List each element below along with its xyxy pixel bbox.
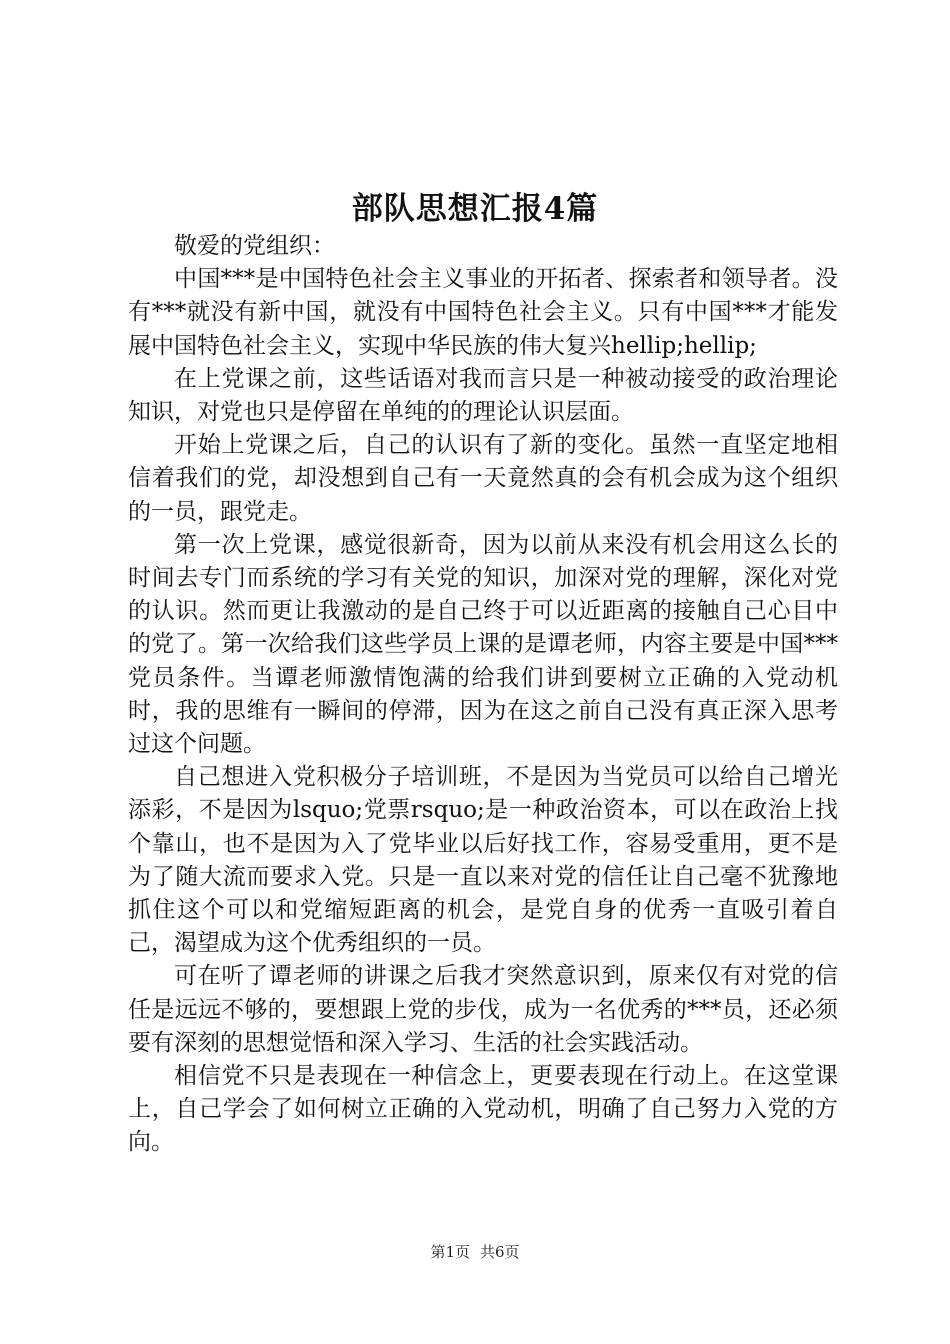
body-paragraph: 可在听了谭老师的讲课之后我才突然意识到，原来仅有对党的信任是远远不够的，要想跟上党的步伐，成为一名优秀的***员，还必须要有深刻的思想觉悟和深入学习、生活的社会实践活动。 [128,963,838,1056]
document-title: 部队思想汇报4篇 [351,191,599,227]
page-number: 第1页 [430,1243,470,1261]
body-paragraph: 中国***是中国特色社会主义事业的开拓者、探索者和领导者。没有***就没有新中国，就没有中国特色社会主义。只有中国***才能发展中国特色社会主义，实现中华民族的伟大复兴hellip;hellip; [128,266,838,359]
salutation: 敬爱的党组织： [174,233,335,259]
body-paragraph: 相信党不只是表现在一种信念上，更要表现在行动上。在这堂课上，自己学会了如何树立正确的入党动机，明确了自己努力入党的方向。 [128,1063,838,1156]
page-footer [0,1240,950,1264]
body-paragraph: 第一次上党课，感觉很新奇，因为以前从来没有机会用这么长的时间去专门而系统的学习有关党的知识，加深对党的理解，深化对党的认识。然而更让我激动的是自己终于可以近距离的接触自己心目中的党了。第一次给我们这些学员上课的是谭老师，内容主要是中国***党员条件。当谭老师激情饱满的给我们讲到要树立正确的入党动机时，我的思维有一瞬间的停滞，因为在这之前自己没有真正深入思考过这个问题。 [128,531,838,758]
body-paragraph: 在上党课之前，这些话语对我而言只是一种被动接受的政治理论知识，对党也只是停留在单纯的的理论认识层面。 [128,365,838,426]
body-paragraph: 开始上党课之后，自己的认识有了新的变化。虽然一直坚定地相信着我们的党，却没想到自己有一天竟然真的会有机会成为这个组织的一员，跟党走。 [128,432,838,525]
body-paragraph: 自己想进入党积极分子培训班，不是因为当党员可以给自己增光添彩，不是因为lsquo;党票rsquo;是一种政治资本，可以在政治上找个靠山，也不是因为入了党毕业以后好找工作，容易受重用，更不是为了随大流而要求入党。只是一直以来对党的信任让自己毫不犹豫地抓住这个可以和党缩短距离的机会，是党自身的优秀一直吸引着自己，渴望成为这个优秀组织的一员。 [128,764,838,957]
document-body [128,230,838,1160]
page-total: 共6页 [480,1243,520,1261]
